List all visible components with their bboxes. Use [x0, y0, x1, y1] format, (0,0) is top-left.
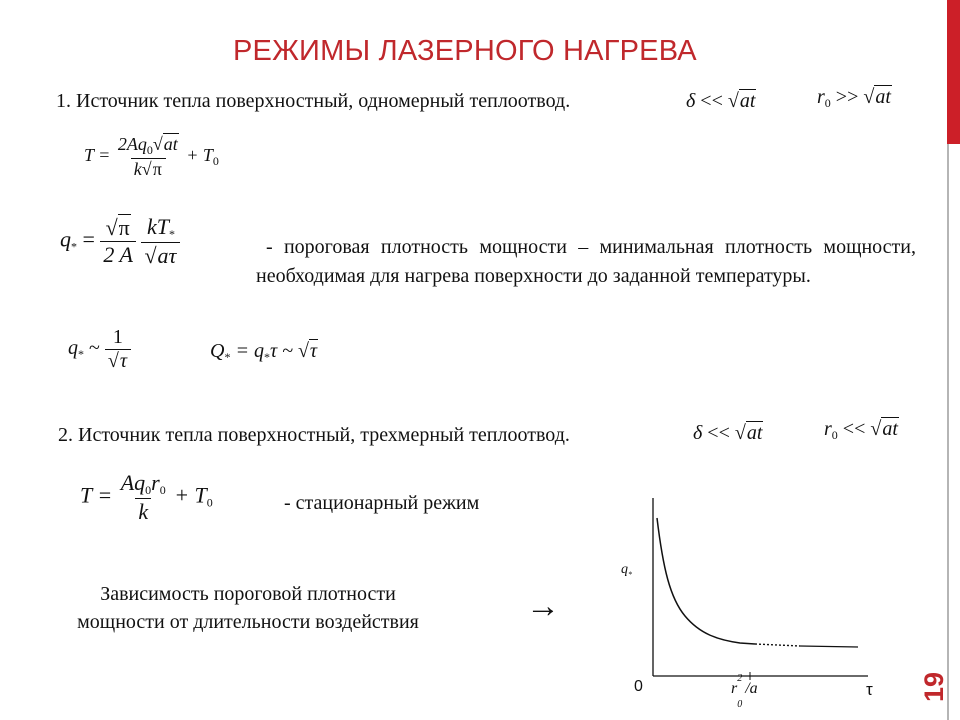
num-text: Aq: [120, 470, 146, 495]
slide-title: РЕЖИМЫ ЛАЗЕРНОГО НАГРЕВА: [233, 35, 697, 67]
cond-op: <<: [700, 90, 723, 112]
num-sub: 0: [146, 143, 153, 157]
tick-sub: 0: [737, 699, 743, 710]
formula-Q-proportional: [210, 340, 318, 365]
fraction: [118, 470, 169, 525]
num-root: at: [163, 134, 178, 154]
formula-lhs: T =: [80, 482, 113, 508]
sqrt-symbol: √τ: [297, 340, 318, 362]
fraction: [100, 215, 136, 268]
tick-text: r: [731, 680, 738, 697]
formula-q-threshold: [60, 214, 180, 269]
y-label-text: q: [621, 562, 628, 577]
den-root: π: [152, 159, 162, 179]
cond-op: <<: [842, 418, 866, 440]
caption-line-2: мощности от длительности воздействия: [77, 611, 419, 633]
right-accent-bar: [947, 0, 960, 144]
y-label-sub: *: [628, 570, 632, 579]
formula-lhs-sub: *: [224, 350, 231, 364]
curve-plateau: [800, 646, 858, 647]
graph-x-tick-label: [731, 673, 758, 710]
sqrt-symbol: √π: [141, 159, 162, 179]
tick-sup: 2: [737, 673, 743, 684]
formula-q-proportional: [68, 326, 131, 373]
formula-mid-sub: *: [263, 350, 270, 364]
formula-tail-sub: 0: [206, 495, 213, 510]
cond-rhs: at: [739, 90, 756, 112]
section1-heading: 1. Источник тепла поверхностный, одномерный теплоотвод.: [56, 90, 571, 112]
den-text: k: [138, 499, 149, 524]
formula-lhs: T =: [84, 145, 111, 166]
fraction: [105, 326, 131, 373]
formula-tail: τ ~: [269, 340, 293, 362]
section1-condition-r0: [817, 86, 892, 111]
formula-lhs-sub: *: [78, 347, 84, 362]
formula-tail: + T: [174, 482, 207, 508]
fraction-denominator: [100, 241, 136, 268]
fraction-numerator: [144, 214, 178, 242]
sqrt-symbol: √at: [870, 418, 898, 440]
sqrt-symbol: √at: [152, 134, 178, 154]
cond-op: >>: [835, 86, 859, 108]
formula-op: ~: [89, 337, 100, 360]
cond-lhs: r: [824, 418, 832, 440]
formula-T-3d: [80, 470, 213, 525]
curve-dotted: [755, 644, 800, 646]
sqrt-symbol: √aτ: [144, 243, 177, 268]
formula-mid: = q: [235, 340, 264, 362]
threshold-description: - пороговая плотность мощности – минимальная плотность мощности, необходимая для нагрева поверхности до заданной температуры.: [256, 236, 916, 287]
page-number: 19: [919, 671, 949, 702]
den-text: 2 A: [103, 242, 133, 267]
fraction-numerator: [103, 215, 134, 241]
arrow-icon: →: [526, 588, 560, 625]
section2-heading: 2. Источник тепла поверхностный, трехмерный теплоотвод.: [58, 424, 570, 446]
cond-lhs-sub: 0: [824, 96, 831, 110]
cond-lhs: δ: [686, 90, 696, 112]
cond-op: <<: [707, 422, 730, 444]
fraction-numerator: [115, 134, 182, 158]
fraction-denominator: [141, 242, 180, 269]
formula-tail-sub: 0: [212, 154, 219, 169]
graph-origin-label: 0: [634, 678, 643, 695]
formula-tail: + T: [186, 145, 213, 166]
sqrt-symbol: √π: [105, 215, 130, 240]
section1-condition-delta: [686, 90, 756, 113]
num-text: kT: [146, 214, 169, 239]
formula-lhs-sub: *: [71, 239, 77, 254]
caption-line-1: Зависимость пороговой плотности: [100, 583, 396, 605]
right-divider-line: [947, 144, 949, 720]
sqrt-symbol: √at: [727, 90, 756, 112]
dependency-caption: [40, 580, 456, 636]
tick-tail: /a: [745, 680, 758, 697]
formula-T-1d: [84, 134, 219, 180]
fraction: [115, 134, 182, 180]
formula-lhs: Q: [210, 340, 225, 362]
cond-rhs: at: [882, 418, 898, 440]
cond-lhs: δ: [693, 422, 703, 444]
sqrt-symbol: √τ: [107, 350, 127, 372]
num-root: π: [118, 215, 130, 240]
formula-eq: =: [82, 226, 95, 252]
cond-lhs: r: [817, 86, 825, 108]
formula-lhs: q: [68, 337, 78, 360]
cond-rhs: at: [746, 422, 763, 444]
fraction-denominator: [135, 498, 151, 525]
den-root: aτ: [157, 243, 177, 268]
den-root: τ: [119, 350, 127, 372]
num-mid: r: [151, 470, 160, 495]
stationary-mode-label: - стационарный режим: [284, 492, 480, 514]
fraction-denominator: [105, 349, 131, 373]
section2-condition-r0: [824, 418, 899, 443]
formula-lhs: q: [60, 226, 71, 252]
section2-condition-delta: [693, 422, 763, 445]
num-sub: 0: [145, 483, 152, 497]
sqrt-symbol: √at: [863, 86, 891, 108]
fraction-numerator: 1: [112, 326, 123, 348]
den-text: k: [133, 159, 142, 179]
fraction: [141, 214, 180, 269]
graph-x-axis-label: τ: [866, 680, 873, 699]
cond-rhs: at: [875, 86, 891, 108]
num-sub: 0: [159, 483, 166, 497]
cond-lhs-sub: 0: [831, 428, 838, 442]
sqrt-symbol: √at: [734, 422, 763, 444]
fraction-denominator: [131, 158, 166, 180]
fraction-numerator: [118, 470, 169, 498]
graph-y-label: [621, 562, 632, 579]
num-text: 2Aq: [117, 134, 147, 154]
num-sub: *: [168, 227, 175, 241]
curve-solid: [657, 518, 755, 644]
root-arg: τ: [309, 340, 318, 362]
